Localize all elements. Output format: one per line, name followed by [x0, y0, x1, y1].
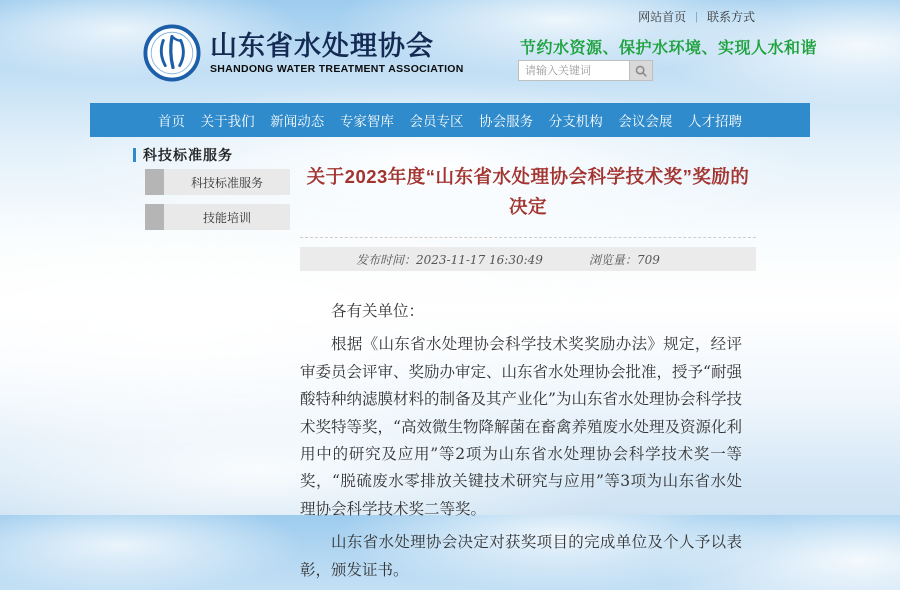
sidebar-menu-item[interactable] [145, 204, 290, 230]
home-link[interactable]: 网站首页 [638, 10, 687, 24]
view-count-value: 709 [636, 252, 660, 267]
publish-time-label: 发布时间： [356, 252, 417, 267]
site-title-cn: 山东省水处理协会 [210, 31, 434, 61]
sidebar-menu-item-label: 科技标准服务 [164, 169, 290, 195]
search-input[interactable] [518, 60, 629, 81]
top-links [638, 8, 755, 25]
article-meta [300, 247, 756, 271]
nav-item[interactable]: 会员专区 [409, 114, 464, 129]
search-box [518, 60, 653, 81]
view-count [589, 251, 660, 268]
site-slogan: 节约水资源、保护水环境、实现人水和谐 [520, 40, 818, 57]
publish-time-value: 2023-11-17 16:30:49 [416, 252, 543, 267]
search-button[interactable] [629, 60, 653, 81]
site-titles [210, 31, 464, 75]
nav-item[interactable]: 分支机构 [548, 114, 603, 129]
sidebar-menu-item-label: 技能培训 [164, 204, 290, 230]
main-nav [90, 103, 810, 137]
link-separator: | [695, 10, 698, 23]
search-icon [634, 64, 648, 78]
sidebar-section-header [133, 145, 233, 165]
association-logo-icon [143, 24, 201, 82]
nav-item[interactable]: 新闻动态 [270, 114, 325, 129]
section-accent-bar [133, 148, 136, 162]
sidebar-section-title: 科技标准服务 [143, 147, 233, 163]
nav-item[interactable]: 首页 [158, 114, 185, 129]
site-logo [143, 24, 464, 82]
article-paragraph: 根据《山东省水处理协会科学技术奖奖励办法》规定，经评审委员会评审、奖励办审定、山东省水处理协会批准，授予“耐强酸特种纳滤膜材料的制备及其产业化”为山东省水处理协会科学技术奖特等奖，“高效微生物降解菌在畜禽养殖废水处理及资源化利用中的研究及应用”等2项为山东省水处理协会科学技术奖一等奖，“脱硫废水零排放关键技术研究与应用”等3项为山东省水处理协会科学技术奖二等奖。 [300, 335, 742, 518]
sidebar-menu [145, 169, 290, 239]
menu-square-icon [145, 169, 164, 195]
publish-time [356, 251, 543, 268]
site-title-en: SHANDONG WATER TREATMENT ASSOCIATION [210, 63, 464, 75]
contact-link[interactable]: 联系方式 [706, 10, 755, 24]
nav-item[interactable]: 专家智库 [339, 114, 394, 129]
nav-item[interactable]: 关于我们 [200, 114, 255, 129]
article-paragraph: 山东省水处理协会决定对获奖项目的完成单位及个人予以表彰，颁发证书。 [300, 533, 742, 579]
article-paragraph: 各有关单位： [331, 302, 425, 320]
view-count-label: 浏览量： [588, 252, 637, 267]
title-divider [300, 237, 756, 238]
sidebar-menu-item[interactable] [145, 169, 290, 195]
nav-item[interactable]: 人才招聘 [688, 114, 742, 129]
nav-item[interactable]: 会议会展 [618, 114, 673, 129]
nav-item[interactable]: 协会服务 [479, 114, 534, 129]
menu-square-icon [145, 204, 164, 230]
article-title: 关于2023年度“山东省水处理协会科学技术奖”奖励的决定 [306, 166, 750, 217]
article-body [300, 298, 742, 584]
article [300, 162, 756, 590]
